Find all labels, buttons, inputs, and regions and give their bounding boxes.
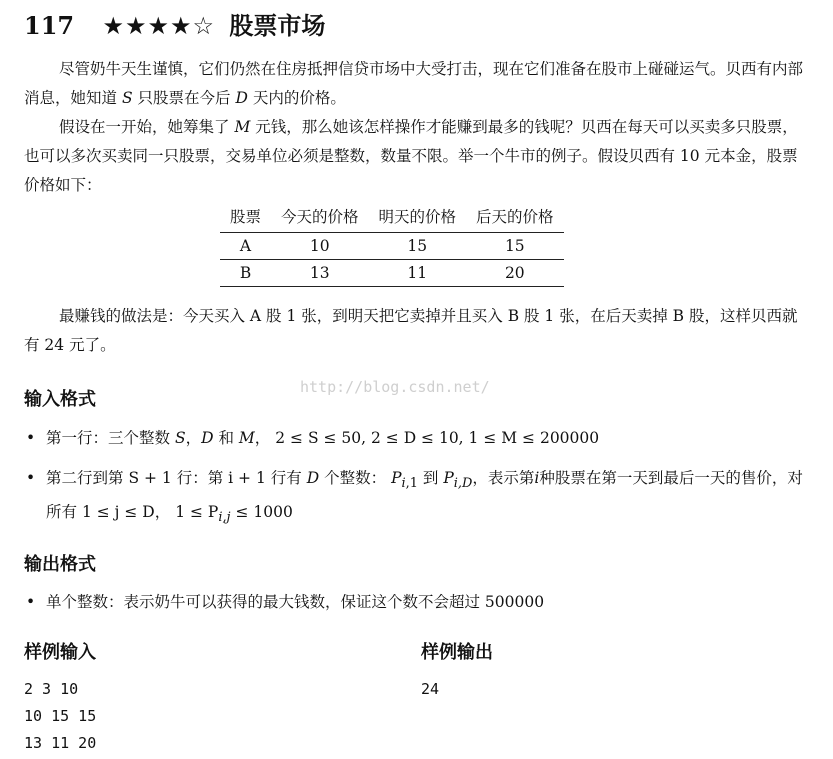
input-bullet-2: • 第二行到第 S + 1 行：第 i + 1 行有 D 个整数： $P_{i,1}$ 到 $P_{i,D}$，表示第i种股票在第一天到最后一天的售价，对所有 1 ≤ j ≤ D， $1 \le P_{i,j} \le 1000$: [46, 464, 806, 532]
output-format-heading: 输出格式: [24, 554, 96, 575]
output-bullet-1: • 单个整数：表示奶牛可以获得的最大钱数，保证这个数不会超过 500000: [46, 588, 806, 617]
sample-input-heading: 样例输入: [24, 642, 96, 663]
problem-name: 股票市场: [229, 11, 326, 40]
input-bullet-1: • 第一行：三个整数 S，D 和 M， 2 ≤ S ≤ 50, 2 ≤ D ≤ 10, 1 ≤ M ≤ 200000: [46, 424, 806, 453]
sample-input-line: 13 11 20: [24, 734, 97, 752]
watermark: http://blog.csdn.net/: [300, 378, 490, 396]
table-cell: 10: [271, 233, 369, 260]
price-table: [220, 204, 564, 287]
table-cell: B: [220, 260, 271, 287]
bullet-dot: •: [26, 469, 36, 487]
bullet-dot: •: [26, 429, 36, 447]
table-cell: 20: [466, 260, 564, 287]
sample-output-heading: 样例输出: [421, 642, 493, 663]
table-cell: 15: [466, 233, 564, 260]
table-cell: 13: [271, 260, 369, 287]
table-cell: 15: [369, 233, 467, 260]
table-row: [220, 260, 564, 287]
intro-paragraph-2: 假设在一开始，她筹集了 M 元钱，那么她该怎样操作才能赚到最多的钱呢？贝西在每天可以买卖多只股票，也可以多次买卖同一只股票，交易单位必须是整数，数量不限。举一个牛市的例子。假设贝西有 10 元本金，股票价格如下：: [24, 118, 798, 194]
problem-title: [24, 6, 325, 41]
table-header-cell: 后天的价格: [466, 204, 564, 233]
conclusion-paragraph: 最赚钱的做法是：今天买入 A 股 1 张，到明天把它卖掉并且买入 B 股 1 张，在后天卖掉 B 股，这样贝西就有 24 元了。: [24, 307, 798, 354]
sample-output-line: 24: [421, 680, 440, 698]
table-header-cell: 明天的价格: [369, 204, 467, 233]
problem-number: 117: [24, 11, 75, 40]
input-format-heading: 输入格式: [24, 389, 96, 410]
sample-input-line: 10 15 15: [24, 707, 97, 725]
table-cell: A: [220, 233, 271, 260]
table-header-cell: 今天的价格: [271, 204, 369, 233]
bullet-dot: •: [26, 593, 36, 611]
sample-output-block: [421, 676, 439, 703]
table-header-cell: 股票: [220, 204, 271, 233]
sample-input-block: [24, 676, 96, 757]
table-cell: 11: [369, 260, 467, 287]
sample-input-line: 2 3 10: [24, 680, 79, 698]
intro-paragraph-1: 尽管奶牛天生谨慎，它们仍然在住房抵押信贷市场中大受打击，现在它们准备在股市上碰碰运气。贝西有内部消息，她知道 S 只股票在今后 D 天内的价格。: [24, 60, 804, 107]
table-row: [220, 233, 564, 260]
table-header-row: [220, 204, 564, 233]
difficulty-stars: ★★★★☆: [102, 12, 216, 40]
